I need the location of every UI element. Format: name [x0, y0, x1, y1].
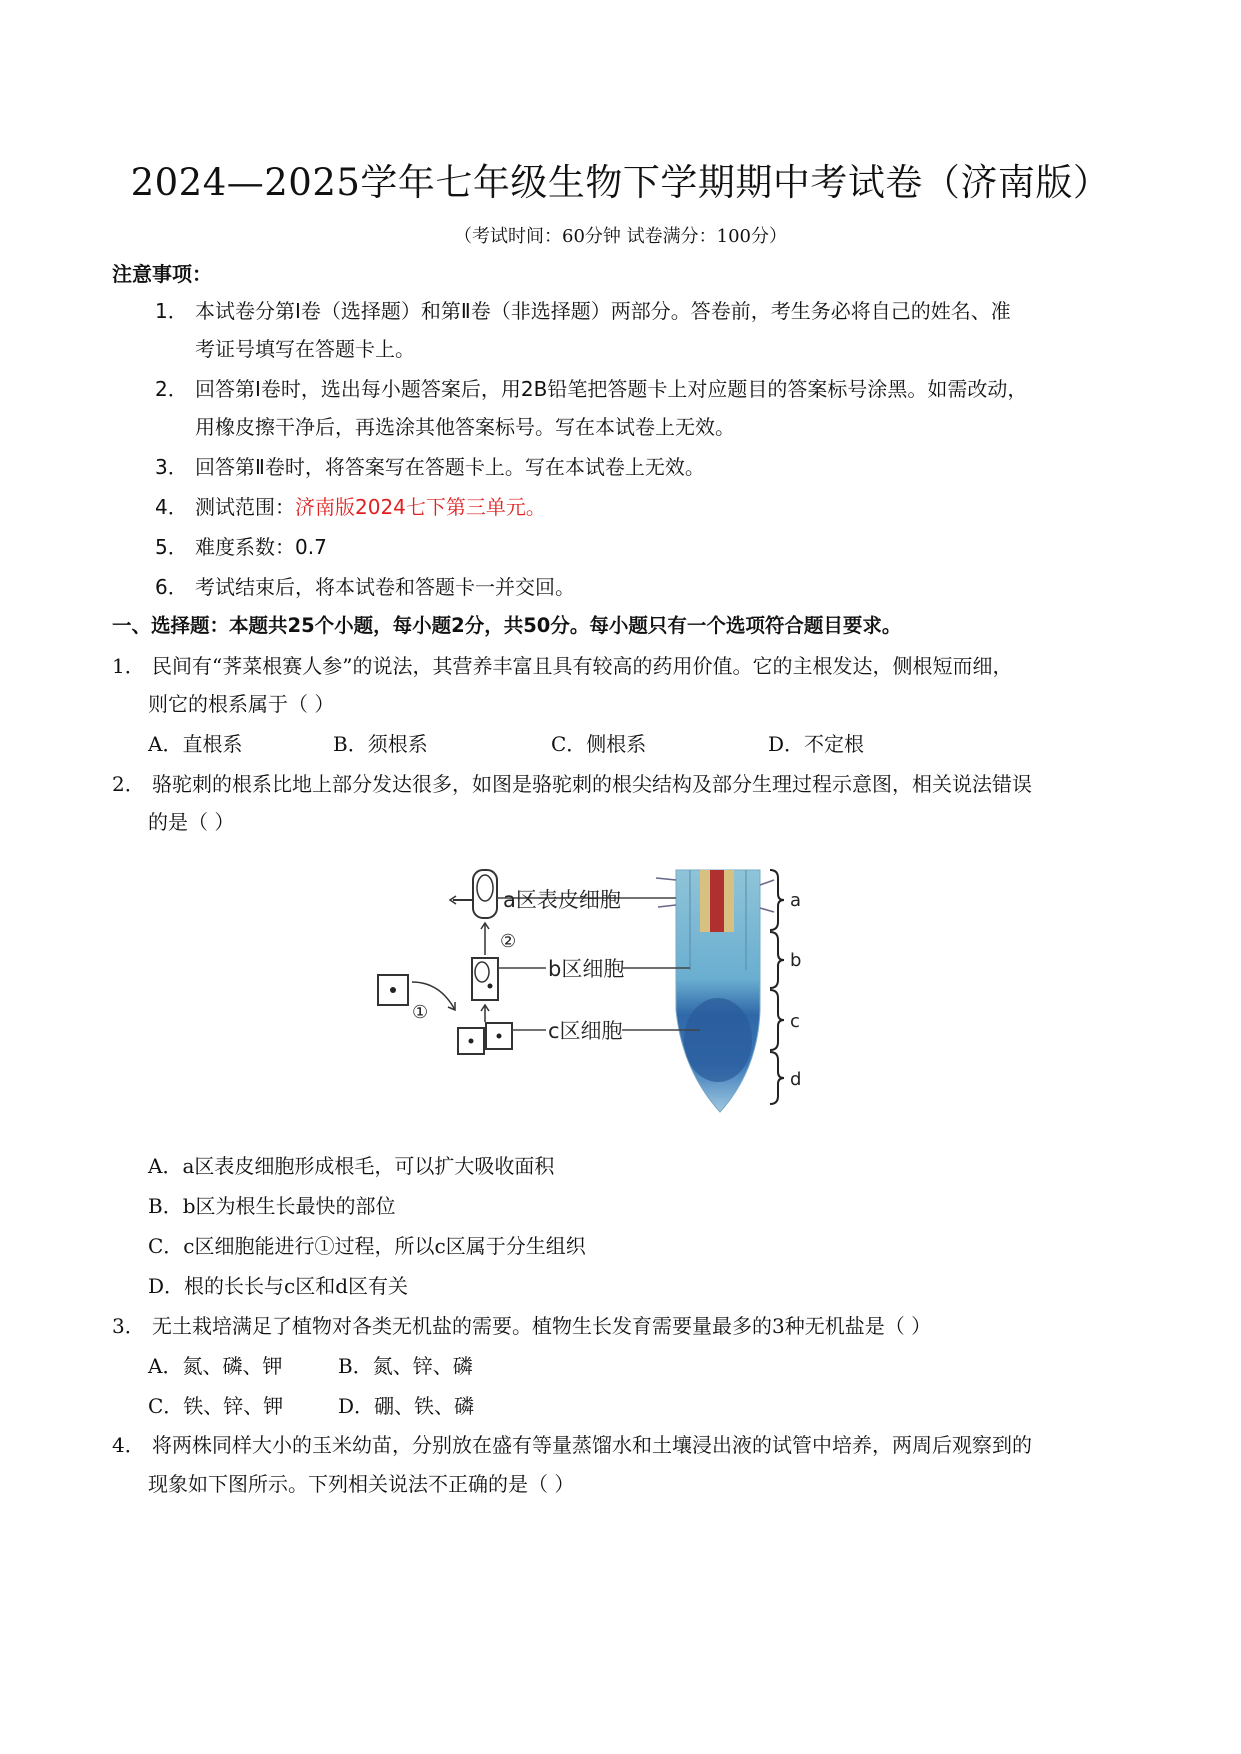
- label-b-cell: b区细胞: [548, 957, 625, 981]
- notice-text: 难度系数：0.7: [195, 535, 327, 559]
- question-4-cont: 现象如下图所示。下列相关说法不正确的是（ ）: [148, 1472, 575, 1496]
- exam-info: （考试时间：60分钟 试卷满分：100分）: [454, 226, 787, 247]
- label-c-cell: c区细胞: [548, 1019, 623, 1043]
- page-title: 2024—2025学年七年级生物下学期期中考试卷（济南版）: [130, 161, 1111, 204]
- question-4: [112, 1433, 1032, 1457]
- notice-text: 本试卷分第Ⅰ卷（选择题）和第Ⅱ卷（非选择题）两部分。答卷前，考生务必将自己的姓名、准: [195, 299, 1011, 323]
- zone-label-b: b: [790, 950, 802, 971]
- question-num: 3．: [112, 1314, 145, 1338]
- question-1-options: [148, 732, 864, 756]
- question-1-cont: 则它的根系属于（ ）: [148, 692, 335, 716]
- root-tip-image: [622, 870, 774, 1112]
- question-2-cont: 的是（ ）: [148, 810, 235, 834]
- notice-num: 4．: [155, 495, 188, 519]
- notice-item-1-cont: 考证号填写在答题卡上。: [195, 337, 415, 361]
- zone-label-d: d: [790, 1069, 802, 1090]
- option-d: D．不定根: [768, 732, 865, 756]
- notice-text: 测试范围：: [195, 495, 295, 519]
- question-2-option-a: A．a区表皮细胞形成根毛，可以扩大吸收面积: [148, 1154, 555, 1178]
- option-b: B．氮、锌、磷: [338, 1354, 473, 1378]
- notice-heading: 注意事项：: [112, 262, 212, 286]
- root-tip-diagram: [360, 860, 900, 1120]
- notice-text: 回答第Ⅱ卷时，将答案写在答题卡上。写在本试卷上无效。: [195, 455, 705, 479]
- option-a: A．氮、磷、钾: [148, 1354, 283, 1378]
- b-zone-cell: [472, 958, 498, 1000]
- notice-item-2-cont: 用橡皮擦干净后，再选涂其他答案标号。写在本试卷上无效。: [195, 415, 735, 439]
- option-c: C．铁、锌、钾: [148, 1394, 284, 1418]
- test-scope-highlight: 济南版2024七下第三单元。: [295, 495, 546, 519]
- option-a: A．直根系: [148, 732, 243, 756]
- question-2: [112, 772, 1032, 796]
- notice-num: 3．: [155, 455, 188, 479]
- question-num: 1．: [112, 654, 145, 678]
- step-1-label: ①: [412, 1002, 429, 1023]
- question-3-options-row2: [148, 1394, 474, 1418]
- option-d: D．硼、铁、磷: [338, 1394, 475, 1418]
- question-text: 骆驼刺的根系比地上部分发达很多，如图是骆驼刺的根尖结构及部分生理过程示意图，相关说法错误: [152, 772, 1032, 796]
- option-b: B．须根系: [333, 732, 428, 756]
- question-text: 民间有“荠菜根赛人参”的说法，其营养丰富且具有较高的药用价值。它的主根发达，侧根短而细，: [152, 654, 1013, 678]
- section-heading: 一、选择题：本题共25个小题，每小题2分，共50分。每小题只有一个选项符合题目要求。: [112, 614, 902, 637]
- vacuole: [477, 875, 493, 901]
- question-text: 将两株同样大小的玉米幼苗，分别放在盛有等量蒸馏水和土壤浸出液的试管中培养，两周后观察到的: [152, 1433, 1032, 1457]
- question-3-options-row1: [148, 1354, 473, 1378]
- a-zone-cell: [473, 870, 497, 918]
- question-2-option-b: B．b区为根生长最快的部位: [148, 1194, 396, 1218]
- notice-num: 1．: [155, 299, 188, 323]
- label-a-cell: a区表皮细胞: [503, 888, 621, 912]
- notice-item-1: [155, 299, 1011, 323]
- notice-text: 考试结束后，将本试卷和答题卡一并交回。: [195, 575, 575, 599]
- question-2-option-d: D．根的长长与c区和d区有关: [148, 1274, 409, 1298]
- notice-item-2: [155, 377, 1027, 401]
- notice-num: 5．: [155, 535, 188, 559]
- zone-label-a: a: [790, 890, 802, 911]
- notice-num: 6．: [155, 575, 188, 599]
- zone-braces: [770, 870, 801, 1104]
- question-num: 2．: [112, 772, 145, 796]
- notice-text: 回答第Ⅰ卷时，选出每小题答案后，用2B铅笔把答题卡上对应题目的答案标号涂黑。如需改动，: [195, 377, 1028, 401]
- question-1: [112, 654, 1012, 678]
- question-2-option-c: C．c区细胞能进行①过程，所以c区属于分生组织: [148, 1234, 586, 1258]
- question-text: 无土栽培满足了植物对各类无机盐的需要。植物生长发育需要量最多的3种无机盐是（ ）: [152, 1314, 932, 1338]
- notice-item-4: [155, 495, 546, 519]
- notice-item-6: [155, 575, 575, 599]
- notice-item-3: [155, 455, 705, 479]
- question-num: 4．: [112, 1433, 145, 1457]
- option-c: C．侧根系: [551, 732, 647, 756]
- cell-process-sketch: [378, 870, 516, 1054]
- question-3: [112, 1314, 931, 1338]
- notice-item-5: [155, 535, 327, 559]
- step-2-label: ②: [500, 931, 517, 952]
- notice-num: 2．: [155, 377, 188, 401]
- zone-label-c: c: [790, 1011, 800, 1032]
